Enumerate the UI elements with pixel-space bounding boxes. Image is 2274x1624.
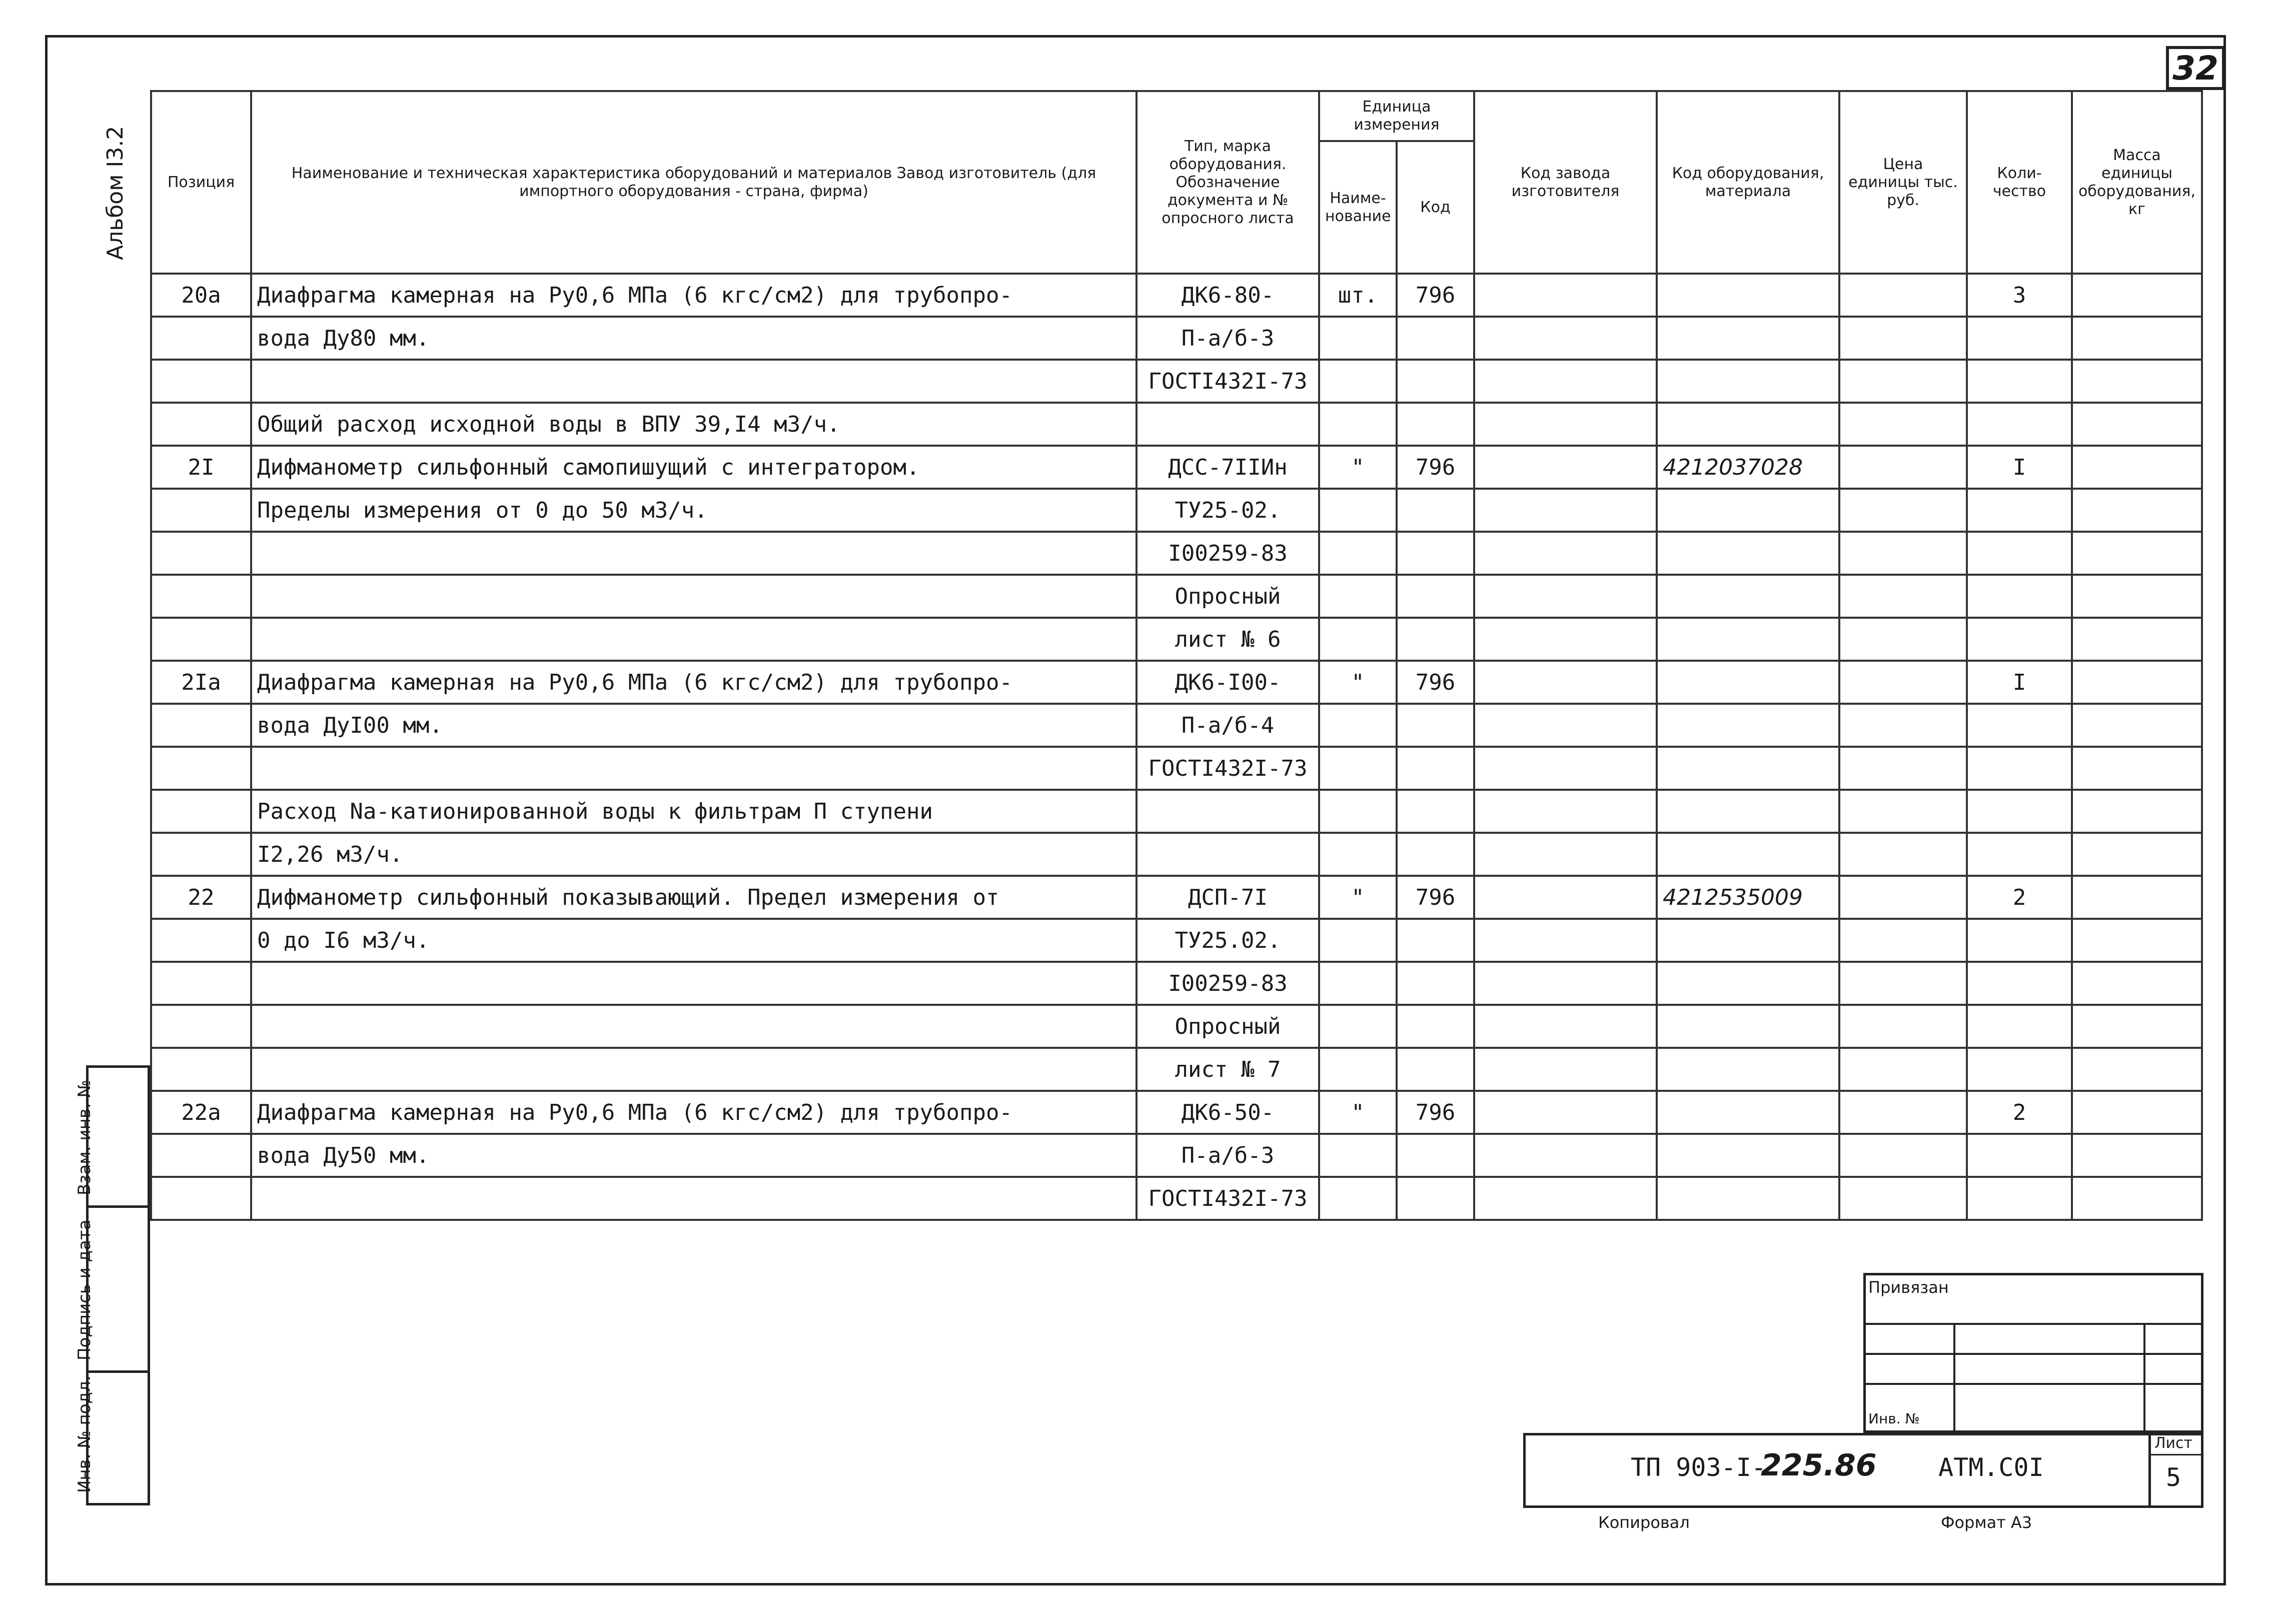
name-cell: Диафрагма камерная на Ру0,6 МПа (6 кгс/см2) для трубопро-	[251, 1091, 1136, 1134]
side-cell-inv	[75, 1373, 148, 1503]
side-cell-vzam	[75, 1068, 148, 1208]
unit-code-cell	[1397, 704, 1474, 747]
type-cell: лист № 7	[1136, 1048, 1319, 1091]
doc-prefix: ТП 903-I-	[1631, 1453, 1766, 1482]
name-cell	[251, 360, 1136, 403]
material-code-cell	[1657, 274, 1839, 317]
material-code-cell	[1657, 1177, 1839, 1220]
type-cell: I00259-83	[1136, 532, 1319, 575]
side-label-vzam: Взам. инв. №	[75, 1080, 95, 1195]
spec-table	[150, 90, 2203, 1221]
spec-table-area	[150, 90, 2201, 1245]
plant-code-cell	[1474, 403, 1657, 446]
plant-code-cell	[1474, 962, 1657, 1005]
unit-code-cell	[1397, 1177, 1474, 1220]
privyazan-vrule-2	[2143, 1323, 2145, 1433]
header-unit-code: Код	[1397, 141, 1474, 274]
mass-cell	[2072, 1177, 2202, 1220]
plant-code-cell	[1474, 919, 1657, 962]
table-row	[151, 360, 2202, 403]
name-cell	[251, 1005, 1136, 1048]
unit-name-cell	[1319, 1134, 1397, 1177]
position-cell	[151, 317, 251, 360]
privyazan-rule-2	[1863, 1383, 2203, 1385]
table-row	[151, 1177, 2202, 1220]
unit-name-cell	[1319, 360, 1397, 403]
position-cell	[151, 403, 251, 446]
price-cell	[1839, 618, 1967, 661]
name-cell	[251, 1177, 1136, 1220]
quantity-cell	[1967, 532, 2072, 575]
plant-code-cell	[1474, 1134, 1657, 1177]
price-cell	[1839, 446, 1967, 489]
unit-code-cell: 796	[1397, 1091, 1474, 1134]
quantity-cell: I	[1967, 446, 2072, 489]
sheet-label: Лист	[2154, 1434, 2193, 1452]
type-cell: ДСП-7I	[1136, 876, 1319, 919]
header-unit-group: Единица измерения	[1319, 91, 1474, 141]
quantity-cell	[1967, 618, 2072, 661]
plant-code-cell	[1474, 1177, 1657, 1220]
position-cell	[151, 919, 251, 962]
unit-code-cell: 796	[1397, 661, 1474, 704]
unit-name-cell	[1319, 1005, 1397, 1048]
type-cell: ГОСТI432I-73	[1136, 1177, 1319, 1220]
quantity-cell	[1967, 962, 2072, 1005]
unit-name-cell	[1319, 919, 1397, 962]
unit-name-cell	[1319, 532, 1397, 575]
plant-code-cell	[1474, 1005, 1657, 1048]
material-code-cell	[1657, 317, 1839, 360]
position-cell	[151, 1134, 251, 1177]
mass-cell	[2072, 876, 2202, 919]
table-row	[151, 489, 2202, 532]
type-cell: ДСС-7IIИн	[1136, 446, 1319, 489]
type-cell: ГОСТI432I-73	[1136, 747, 1319, 790]
name-cell: вода ДуI00 мм.	[251, 704, 1136, 747]
name-cell: Расход Na-катионированной воды к фильтрам П ступени	[251, 790, 1136, 833]
price-cell	[1839, 575, 1967, 618]
mass-cell	[2072, 661, 2202, 704]
quantity-cell: 3	[1967, 274, 2072, 317]
unit-code-cell	[1397, 962, 1474, 1005]
header-quantity: Коли-чество	[1967, 91, 2072, 274]
position-cell: 2Iа	[151, 661, 251, 704]
table-row	[151, 1005, 2202, 1048]
material-code-cell	[1657, 919, 1839, 962]
quantity-cell	[1967, 489, 2072, 532]
quantity-cell: 2	[1967, 1091, 2072, 1134]
material-code-cell	[1657, 575, 1839, 618]
album-label: Альбом I3.2	[103, 126, 128, 260]
material-code-cell	[1657, 489, 1839, 532]
plant-code-cell	[1474, 1048, 1657, 1091]
unit-name-cell	[1319, 1177, 1397, 1220]
type-cell	[1136, 790, 1319, 833]
price-cell	[1839, 1134, 1967, 1177]
unit-code-cell	[1397, 575, 1474, 618]
plant-code-cell	[1474, 833, 1657, 876]
unit-code-cell: 796	[1397, 876, 1474, 919]
type-cell: ТУ25.02.	[1136, 919, 1319, 962]
plant-code-cell	[1474, 790, 1657, 833]
doc-code: АТМ.С0I	[1938, 1453, 2044, 1482]
position-cell: 22	[151, 876, 251, 919]
material-code-cell	[1657, 704, 1839, 747]
table-row	[151, 833, 2202, 876]
table-row	[151, 1048, 2202, 1091]
unit-code-cell	[1397, 1005, 1474, 1048]
mass-cell	[2072, 747, 2202, 790]
name-cell: 0 до I6 м3/ч.	[251, 919, 1136, 962]
table-row	[151, 532, 2202, 575]
position-cell: 20а	[151, 274, 251, 317]
unit-code-cell	[1397, 489, 1474, 532]
quantity-cell	[1967, 360, 2072, 403]
position-cell	[151, 704, 251, 747]
table-row	[151, 446, 2202, 489]
mass-cell	[2072, 274, 2202, 317]
privyazan-rule-1	[1863, 1353, 2203, 1355]
material-code-cell	[1657, 833, 1839, 876]
unit-code-cell: 796	[1397, 274, 1474, 317]
material-code-cell	[1657, 790, 1839, 833]
position-cell	[151, 790, 251, 833]
name-cell	[251, 618, 1136, 661]
unit-name-cell	[1319, 489, 1397, 532]
unit-name-cell	[1319, 618, 1397, 661]
price-cell	[1839, 403, 1967, 446]
plant-code-cell	[1474, 575, 1657, 618]
mass-cell	[2072, 532, 2202, 575]
doc-number: 225.86	[1761, 1448, 1877, 1483]
format-label: Формат А3	[1941, 1513, 2032, 1532]
plant-code-cell	[1474, 1091, 1657, 1134]
sheet-value: 5	[2166, 1463, 2181, 1492]
unit-code-cell	[1397, 747, 1474, 790]
type-cell: Опросный	[1136, 1005, 1319, 1048]
price-cell	[1839, 1177, 1967, 1220]
table-row	[151, 317, 2202, 360]
material-code-cell	[1657, 1091, 1839, 1134]
table-row	[151, 1091, 2202, 1134]
quantity-cell	[1967, 1005, 2072, 1048]
privyazan-label: Привязан	[1868, 1278, 1949, 1297]
material-code-cell	[1657, 532, 1839, 575]
type-cell: П-а/б-3	[1136, 317, 1319, 360]
plant-code-cell	[1474, 446, 1657, 489]
price-cell	[1839, 317, 1967, 360]
price-cell	[1839, 790, 1967, 833]
plant-code-cell	[1474, 532, 1657, 575]
quantity-cell	[1967, 704, 2072, 747]
material-code-cell	[1657, 1048, 1839, 1091]
price-cell	[1839, 661, 1967, 704]
unit-name-cell	[1319, 403, 1397, 446]
unit-code-cell	[1397, 919, 1474, 962]
unit-code-cell	[1397, 790, 1474, 833]
plant-code-cell	[1474, 618, 1657, 661]
unit-name-cell: шт.	[1319, 274, 1397, 317]
mass-cell	[2072, 317, 2202, 360]
mass-cell	[2072, 446, 2202, 489]
spec-table-body	[151, 274, 2202, 1220]
name-cell	[251, 532, 1136, 575]
price-cell	[1839, 833, 1967, 876]
page-number: 32	[2166, 46, 2225, 90]
position-cell	[151, 962, 251, 1005]
material-code-cell	[1657, 747, 1839, 790]
name-cell: вода Ду80 мм.	[251, 317, 1136, 360]
quantity-cell: 2	[1967, 876, 2072, 919]
title-block	[1523, 1273, 2203, 1508]
quantity-cell	[1967, 919, 2072, 962]
type-cell: П-а/б-4	[1136, 704, 1319, 747]
unit-code-cell	[1397, 532, 1474, 575]
type-cell: ТУ25-02.	[1136, 489, 1319, 532]
type-cell: ДК6-I00-	[1136, 661, 1319, 704]
inv-no-label: Инв. №	[1868, 1410, 1920, 1427]
plant-code-cell	[1474, 360, 1657, 403]
name-cell: Диафрагма камерная на Ру0,6 МПа (6 кгс/см2) для трубопро-	[251, 661, 1136, 704]
table-row	[151, 747, 2202, 790]
name-cell	[251, 962, 1136, 1005]
material-code-cell	[1657, 403, 1839, 446]
type-cell: I00259-83	[1136, 962, 1319, 1005]
mass-cell	[2072, 575, 2202, 618]
material-code-cell	[1657, 1134, 1839, 1177]
position-cell	[151, 1048, 251, 1091]
price-cell	[1839, 876, 1967, 919]
header-plant-code: Код завода изготовителя	[1474, 91, 1657, 274]
mass-cell	[2072, 403, 2202, 446]
position-cell	[151, 1177, 251, 1220]
unit-name-cell: "	[1319, 661, 1397, 704]
name-cell: Общий расход исходной воды в ВПУ 39,I4 м3/ч.	[251, 403, 1136, 446]
material-code-cell: 4212037028	[1657, 446, 1839, 489]
quantity-cell	[1967, 833, 2072, 876]
plant-code-cell	[1474, 661, 1657, 704]
quantity-cell	[1967, 575, 2072, 618]
header-name: Наименование и техническая характеристика оборудований и материалов Завод изготовитель (для импортного оборудования - страна, фирма)	[251, 91, 1136, 274]
price-cell	[1839, 1091, 1967, 1134]
header-position: Позиция	[151, 91, 251, 274]
position-cell	[151, 532, 251, 575]
table-row	[151, 618, 2202, 661]
position-cell: 2I	[151, 446, 251, 489]
material-code-cell	[1657, 962, 1839, 1005]
price-cell	[1839, 1048, 1967, 1091]
type-cell	[1136, 833, 1319, 876]
mass-cell	[2072, 618, 2202, 661]
mass-cell	[2072, 1091, 2202, 1134]
plant-code-cell	[1474, 876, 1657, 919]
price-cell	[1839, 360, 1967, 403]
table-row	[151, 661, 2202, 704]
type-cell: лист № 6	[1136, 618, 1319, 661]
table-row	[151, 876, 2202, 919]
header-material-code: Код оборудования, материала	[1657, 91, 1839, 274]
unit-code-cell	[1397, 1048, 1474, 1091]
position-cell	[151, 1005, 251, 1048]
position-cell	[151, 360, 251, 403]
table-row	[151, 274, 2202, 317]
mass-cell	[2072, 919, 2202, 962]
position-cell	[151, 575, 251, 618]
table-row	[151, 919, 2202, 962]
table-row	[151, 962, 2202, 1005]
quantity-cell	[1967, 790, 2072, 833]
name-cell	[251, 575, 1136, 618]
quantity-cell: I	[1967, 661, 2072, 704]
mass-cell	[2072, 1134, 2202, 1177]
side-cell-podpis	[75, 1208, 148, 1373]
unit-name-cell: "	[1319, 1091, 1397, 1134]
mass-cell	[2072, 1005, 2202, 1048]
name-cell: вода Ду50 мм.	[251, 1134, 1136, 1177]
side-label-podpis: Подпись и дата	[75, 1219, 95, 1360]
mass-cell	[2072, 360, 2202, 403]
unit-name-cell	[1319, 747, 1397, 790]
price-cell	[1839, 919, 1967, 962]
unit-name-cell	[1319, 833, 1397, 876]
quantity-cell	[1967, 1177, 2072, 1220]
header-unit-name: Наиме-нование	[1319, 141, 1397, 274]
mass-cell	[2072, 833, 2202, 876]
price-cell	[1839, 489, 1967, 532]
unit-name-cell: "	[1319, 446, 1397, 489]
mass-cell	[2072, 790, 2202, 833]
unit-code-cell	[1397, 833, 1474, 876]
unit-code-cell	[1397, 618, 1474, 661]
name-cell	[251, 1048, 1136, 1091]
quantity-cell	[1967, 1134, 2072, 1177]
plant-code-cell	[1474, 317, 1657, 360]
side-stamp-strip	[75, 1065, 150, 1505]
price-cell	[1839, 962, 1967, 1005]
position-cell	[151, 747, 251, 790]
unit-code-cell	[1397, 360, 1474, 403]
privyazan-vrule-1	[1953, 1323, 1955, 1433]
unit-code-cell: 796	[1397, 446, 1474, 489]
table-row	[151, 790, 2202, 833]
type-cell	[1136, 403, 1319, 446]
name-cell	[251, 747, 1136, 790]
mass-cell	[2072, 704, 2202, 747]
unit-code-cell	[1397, 403, 1474, 446]
plant-code-cell	[1474, 489, 1657, 532]
name-cell: Пределы измерения от 0 до 50 м3/ч.	[251, 489, 1136, 532]
type-cell: ДК6-50-	[1136, 1091, 1319, 1134]
quantity-cell	[1967, 403, 2072, 446]
material-code-cell	[1657, 618, 1839, 661]
name-cell: Дифманометр сильфонный показывающий. Предел измерения от	[251, 876, 1136, 919]
unit-code-cell	[1397, 317, 1474, 360]
name-cell: Диафрагма камерная на Ру0,6 МПа (6 кгс/см2) для трубопро-	[251, 274, 1136, 317]
unit-name-cell	[1319, 575, 1397, 618]
mass-cell	[2072, 489, 2202, 532]
material-code-cell	[1657, 1005, 1839, 1048]
copied-label: Копировал	[1598, 1513, 1690, 1532]
table-row	[151, 575, 2202, 618]
header-mass: Масса единицы оборудования, кг	[2072, 91, 2202, 274]
unit-name-cell	[1319, 317, 1397, 360]
side-label-inv: Инв. № подл.	[75, 1375, 95, 1493]
table-row	[151, 704, 2202, 747]
unit-name-cell	[1319, 962, 1397, 1005]
type-cell: ГОСТI432I-73	[1136, 360, 1319, 403]
price-cell	[1839, 1005, 1967, 1048]
table-row	[151, 403, 2202, 446]
price-cell	[1839, 747, 1967, 790]
plant-code-cell	[1474, 704, 1657, 747]
name-cell: Дифманометр сильфонный самопишущий с интегратором.	[251, 446, 1136, 489]
position-cell	[151, 489, 251, 532]
price-cell	[1839, 274, 1967, 317]
table-row	[151, 1134, 2202, 1177]
unit-name-cell	[1319, 790, 1397, 833]
type-cell: П-а/б-3	[1136, 1134, 1319, 1177]
unit-name-cell	[1319, 704, 1397, 747]
material-code-cell	[1657, 661, 1839, 704]
unit-name-cell	[1319, 1048, 1397, 1091]
header-price: Цена единицы тыс. руб.	[1839, 91, 1967, 274]
quantity-cell	[1967, 747, 2072, 790]
type-cell: ДК6-80-	[1136, 274, 1319, 317]
mass-cell	[2072, 1048, 2202, 1091]
quantity-cell	[1967, 1048, 2072, 1091]
position-cell	[151, 833, 251, 876]
plant-code-cell	[1474, 274, 1657, 317]
material-code-cell	[1657, 360, 1839, 403]
plant-code-cell	[1474, 747, 1657, 790]
quantity-cell	[1967, 317, 2072, 360]
position-cell	[151, 618, 251, 661]
material-code-cell: 4212535009	[1657, 876, 1839, 919]
price-cell	[1839, 704, 1967, 747]
unit-name-cell: "	[1319, 876, 1397, 919]
position-cell: 22а	[151, 1091, 251, 1134]
mass-cell	[2072, 962, 2202, 1005]
name-cell: I2,26 м3/ч.	[251, 833, 1136, 876]
price-cell	[1839, 532, 1967, 575]
header-type: Тип, марка оборудования. Обозначение документа и № опросного листа	[1136, 91, 1319, 274]
unit-code-cell	[1397, 1134, 1474, 1177]
type-cell: Опросный	[1136, 575, 1319, 618]
